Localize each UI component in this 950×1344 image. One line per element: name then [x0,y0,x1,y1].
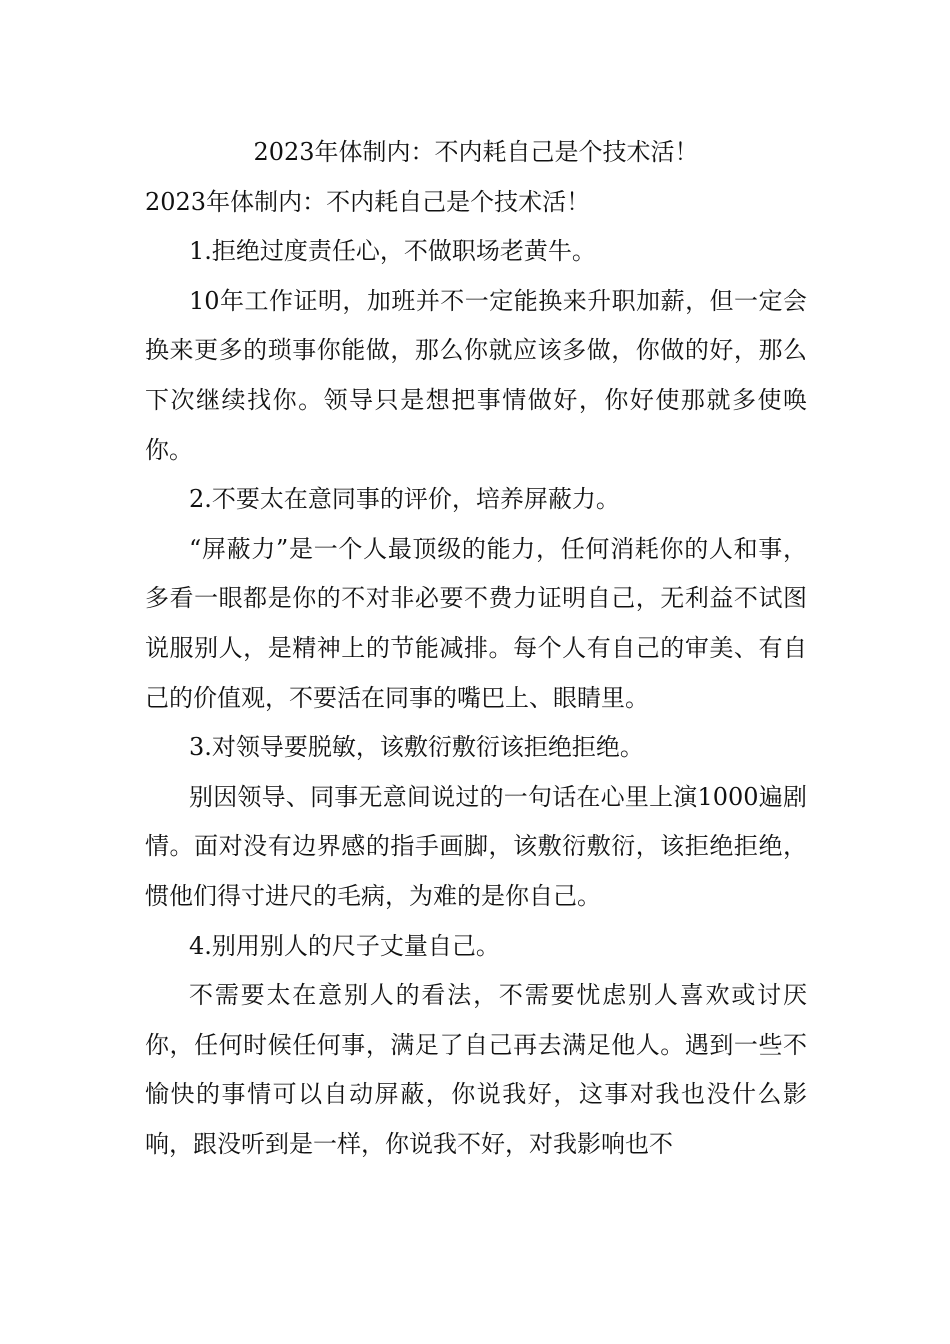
section-1-paragraph: 10年工作证明，加班并不一定能换来升职加薪，但一定会换来更多的琐事你能做，那么你就应该多做，你做的好，那么下次继续找你。领导只是想把事情做好，你好使那就多使唤你。 [145,286,807,464]
document-body [145,128,807,1169]
section-4-paragraph: 不需要太在意别人的看法，不需要忧虑别人喜欢或讨厌你，任何时候任何事，满足了自己再去满足他人。遇到一些不愉快的事情可以自动屏蔽，你说我好，这事对我也没什么影响，跟没听到是一样，你说我不好，对我影响也不 [145,981,807,1158]
section-2-heading: 2.不要太在意同事的评价，培养屏蔽力。 [189,485,620,514]
document-title: 2023年体制内：不内耗自己是个技术活！ [253,138,699,166]
section-2-paragraph: “屏蔽力”是一个人最顶级的能力，任何消耗你的人和事，多看一眼都是你的不对非必要不费力证明自己，无利益不试图说服别人，是精神上的节能减排。每个人有自己的审美、有自己的价值观，不要活在同事的嘴巴上、眼睛里。 [145,534,807,712]
section-1-heading: 1.拒绝过度责任心，不做职场老黄牛。 [189,237,596,266]
document-subtitle: 2023年体制内：不内耗自己是个技术活！ [145,187,591,216]
section-3-heading: 3.对领导要脱敏，该敷衍敷衍该拒绝拒绝。 [189,733,644,762]
section-3-paragraph: 别因领导、同事无意间说过的一句话在心里上演1000遍剧情。面对没有边界感的指手画脚，该敷衍敷衍，该拒绝拒绝，惯他们得寸进尺的毛病，为难的是你自己。 [145,782,807,910]
section-4-heading: 4.别用别人的尺子丈量自己。 [189,931,500,960]
